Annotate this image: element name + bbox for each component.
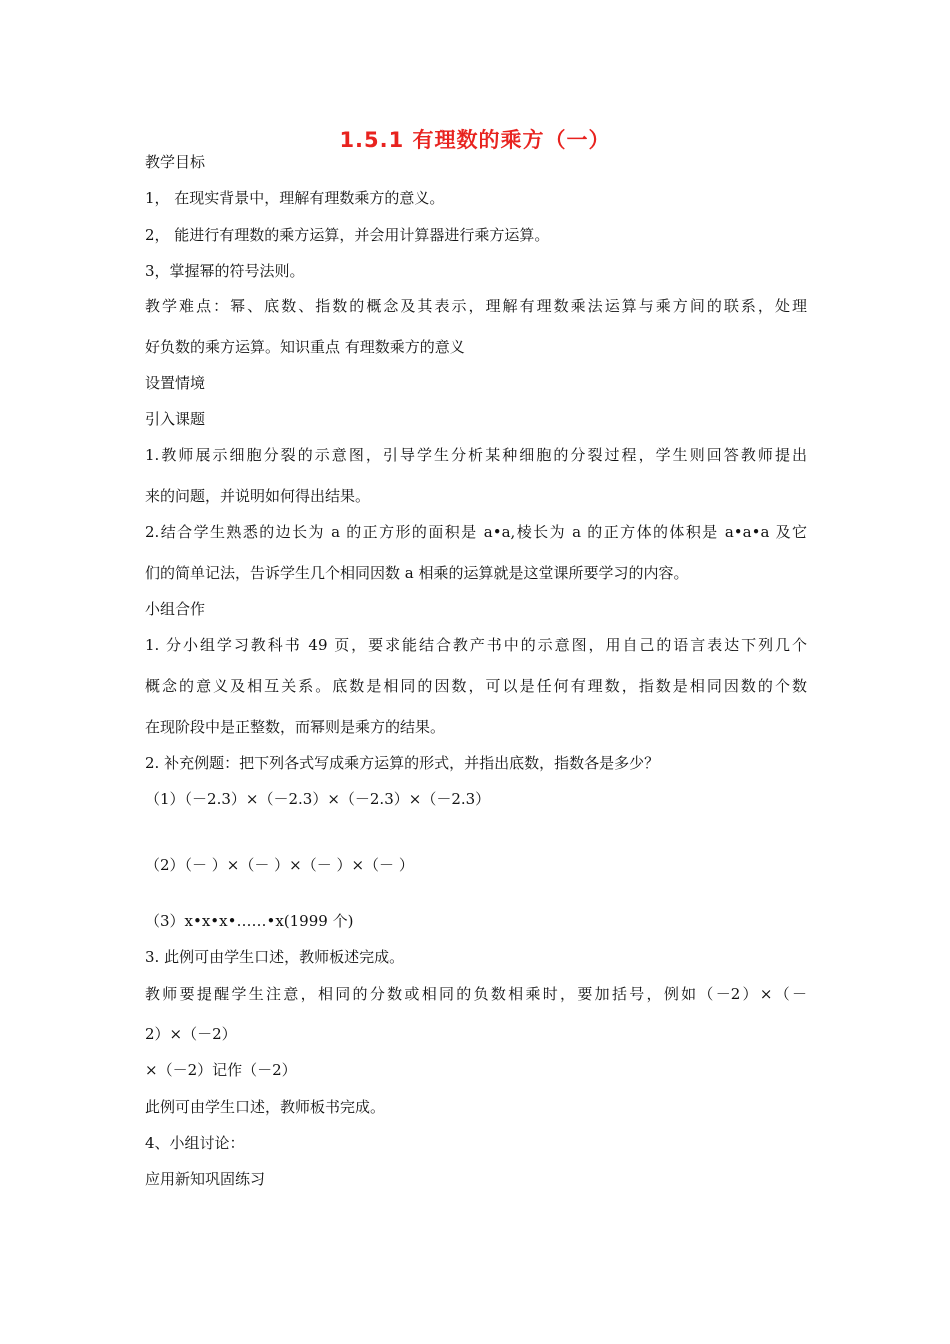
text-line: （1）（－2.3）×（－2.3）×（－2.3）×（－2.3）	[145, 790, 491, 808]
text-line: 3，掌握幂的符号法则。	[145, 262, 305, 280]
text-line: 在现阶段中是正整数，而幂则是乘方的结果。	[145, 718, 446, 736]
text-line: 3. 此例可由学生口述，教师板述完成。	[145, 948, 405, 966]
text-line: 来的问题，并说明如何得出结果。	[145, 487, 371, 505]
text-line: （2）（－ ）×（－ ）×（－ ）×（－ ）	[145, 856, 414, 874]
text-line: 引入课题	[145, 410, 206, 428]
text-line: 教师要提醒学生注意，相同的分数或相同的负数相乘时，要加括号，例如（－2）×（－	[145, 985, 807, 1003]
text-line: 2）×（－2）	[145, 1025, 237, 1043]
text-line: 2.结合学生熟悉的边长为 a 的正方形的面积是 a•a,棱长为 a 的正方体的体积是 a•a•a 及它	[145, 523, 807, 541]
text-line: 2. 补充例题：把下列各式写成乘方运算的形式，并指出底数，指数各是多少？	[145, 754, 660, 772]
text-line: 此例可由学生口述，教师板书完成。	[145, 1098, 386, 1116]
text-line: 好负数的乘方运算。知识重点 有理数乘方的意义	[145, 338, 465, 356]
text-line: ×（－2）记作（－2）	[145, 1061, 297, 1079]
text-line: 2， 能进行有理数的乘方运算，并会用计算器进行乘方运算。	[145, 226, 550, 244]
text-line: 设置情境	[145, 374, 206, 392]
text-line: 概念的意义及相互关系。底数是相同的因数，可以是任何有理数，指数是相同因数的个数	[145, 677, 807, 695]
text-line: 教学难点：幂、底数、指数的概念及其表示，理解有理数乘法运算与乘方间的联系，处理	[145, 297, 807, 315]
text-line: 应用新知巩固练习	[145, 1170, 266, 1188]
text-line: 1. 分小组学习教科书 49 页，要求能结合教产书中的示意图，用自己的语言表达下列几个	[145, 636, 807, 654]
text-line: （3）x•x•x•……•x(1999 个)	[145, 912, 354, 930]
text-line: 们的简单记法，告诉学生几个相同因数 a 相乘的运算就是这堂课所要学习的内容。	[145, 564, 689, 582]
document-title: 1.5.1 有理数的乘方（一）	[339, 128, 611, 152]
text-line: 小组合作	[145, 600, 206, 618]
text-line: 1.教师展示细胞分裂的示意图，引导学生分析某种细胞的分裂过程，学生则回答教师提出	[145, 446, 807, 464]
text-line: 教学目标	[145, 153, 206, 171]
text-line: 1， 在现实背景中，理解有理数乘方的意义。	[145, 189, 445, 207]
text-line: 4、小组讨论：	[145, 1134, 245, 1152]
